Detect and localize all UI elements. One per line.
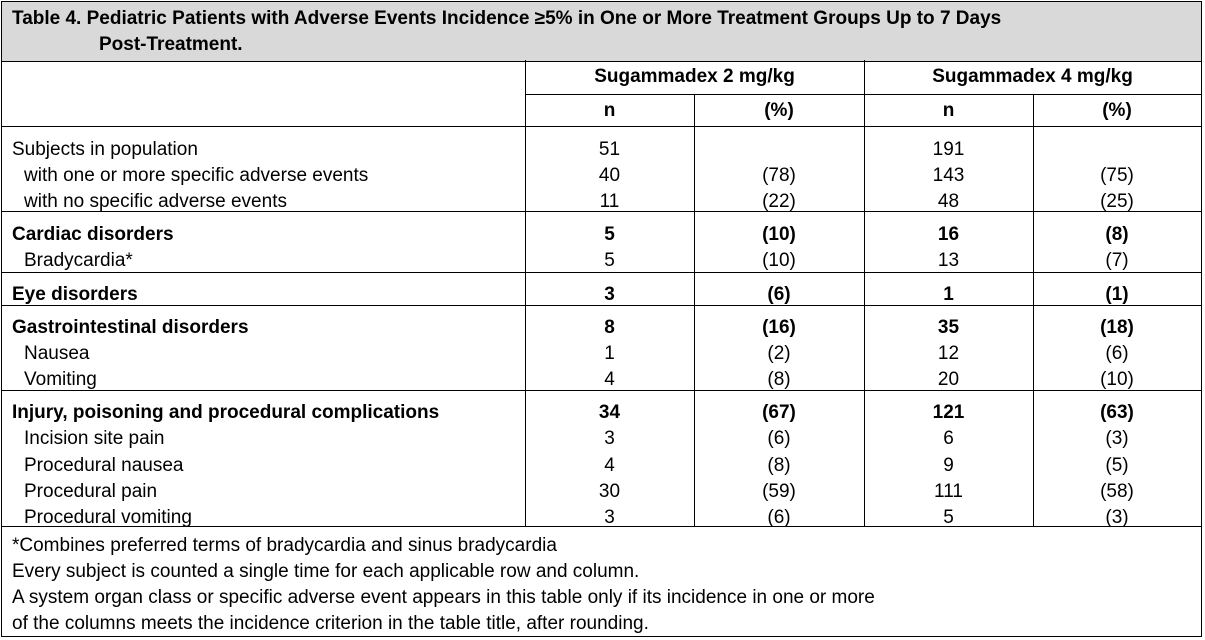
cell-value: (75) xyxy=(1100,165,1134,186)
cell-value: 1 xyxy=(943,284,954,305)
row-label: Procedural pain xyxy=(24,481,158,502)
cell-value: 13 xyxy=(937,250,960,271)
footnote: A system organ class or specific adverse event appears in this table only if its incidence in one or more xyxy=(12,587,875,608)
cell-value: (1) xyxy=(1105,284,1129,305)
row-label: Procedural vomiting xyxy=(24,507,192,528)
cell-value: 191 xyxy=(932,139,965,160)
cell-value: 3 xyxy=(604,507,615,528)
row-label: Cardiac disorders xyxy=(12,224,174,245)
cell-value: 3 xyxy=(604,428,615,449)
cell-value: (22) xyxy=(762,191,796,212)
cell-value: 111 xyxy=(934,481,963,502)
row-label: Subjects in population xyxy=(12,139,198,160)
cell-value: 3 xyxy=(604,284,615,305)
cell-value: 121 xyxy=(932,402,965,423)
cell-value: 8 xyxy=(604,317,615,338)
cell-value: (5) xyxy=(1105,455,1129,476)
cell-value: 1 xyxy=(604,343,615,364)
cell-value: (63) xyxy=(1100,402,1134,423)
cell-value: (7) xyxy=(1105,250,1129,271)
row-label: Procedural nausea xyxy=(24,455,184,476)
footnote: *Combines preferred terms of bradycardia and sinus bradycardia xyxy=(12,535,557,556)
cell-value: 5 xyxy=(943,507,954,528)
adverse-events-table xyxy=(1,1,1202,637)
cell-value: (8) xyxy=(767,455,791,476)
footnote: of the columns meets the incidence criterion in the table title, after rounding. xyxy=(12,613,649,634)
table-title-line-2: Post-Treatment. xyxy=(99,34,243,55)
cell-value: (78) xyxy=(762,165,796,186)
footnote: Every subject is counted a single time for each applicable row and column. xyxy=(12,561,640,582)
cell-value: (6) xyxy=(767,507,791,528)
group-header: Sugammadex 4 mg/kg xyxy=(932,66,1133,87)
cell-value: 143 xyxy=(932,165,965,186)
row-label: with one or more specific adverse events xyxy=(24,165,369,186)
cell-value: 30 xyxy=(598,481,621,502)
cell-value: (3) xyxy=(1105,428,1129,449)
column-subheader: n xyxy=(603,100,616,121)
cell-value: 6 xyxy=(943,428,954,449)
row-label: Bradycardia* xyxy=(24,250,133,271)
cell-value: 48 xyxy=(937,191,960,212)
cell-value: 12 xyxy=(937,343,960,364)
cell-value: (6) xyxy=(1105,343,1129,364)
cell-value: (16) xyxy=(762,317,796,338)
row-label: Eye disorders xyxy=(12,284,138,305)
cell-value: 20 xyxy=(937,369,960,390)
cell-value: (18) xyxy=(1100,317,1134,338)
cell-value: (59) xyxy=(762,481,796,502)
cell-value: (8) xyxy=(1105,224,1129,245)
group-header: Sugammadex 2 mg/kg xyxy=(594,66,795,87)
cell-value: (6) xyxy=(767,428,791,449)
column-subheader: (%) xyxy=(1102,100,1132,121)
table-title-line-1: Table 4. Pediatric Patients with Adverse Events Incidence ≥5% in One or More Treatment Groups Up to 7 Days xyxy=(12,8,1002,29)
cell-value: 4 xyxy=(604,455,615,476)
cell-value: 16 xyxy=(937,224,960,245)
row-label: Vomiting xyxy=(24,369,97,390)
cell-value: (10) xyxy=(762,250,796,271)
cell-value: (25) xyxy=(1100,191,1134,212)
cell-value: 35 xyxy=(937,317,960,338)
cell-value: 4 xyxy=(604,369,615,390)
row-label: Nausea xyxy=(24,343,90,364)
cell-value: (3) xyxy=(1105,507,1129,528)
cell-value: (10) xyxy=(762,224,796,245)
column-subheader: (%) xyxy=(764,100,794,121)
row-divider xyxy=(2,126,1201,127)
row-label: Gastrointestinal disorders xyxy=(12,317,249,338)
cell-value: (8) xyxy=(767,369,791,390)
row-label: Incision site pain xyxy=(24,428,165,449)
cell-value: 51 xyxy=(598,139,621,160)
cell-value: 5 xyxy=(604,250,615,271)
cell-value: (58) xyxy=(1100,481,1134,502)
cell-value: 11 xyxy=(599,191,620,212)
column-subheader: n xyxy=(942,100,955,121)
cell-value: 40 xyxy=(598,165,621,186)
row-label: with no specific adverse events xyxy=(24,191,287,212)
cell-value: (2) xyxy=(767,343,791,364)
cell-value: (6) xyxy=(767,284,791,305)
cell-value: (10) xyxy=(1100,369,1134,390)
cell-value: 5 xyxy=(604,224,615,245)
row-label: Injury, poisoning and procedural complications xyxy=(12,402,440,423)
cell-value: 34 xyxy=(598,402,621,423)
header-divider xyxy=(525,94,1201,95)
table-title xyxy=(2,2,1201,62)
cell-value: (67) xyxy=(762,402,796,423)
cell-value: 9 xyxy=(943,455,954,476)
